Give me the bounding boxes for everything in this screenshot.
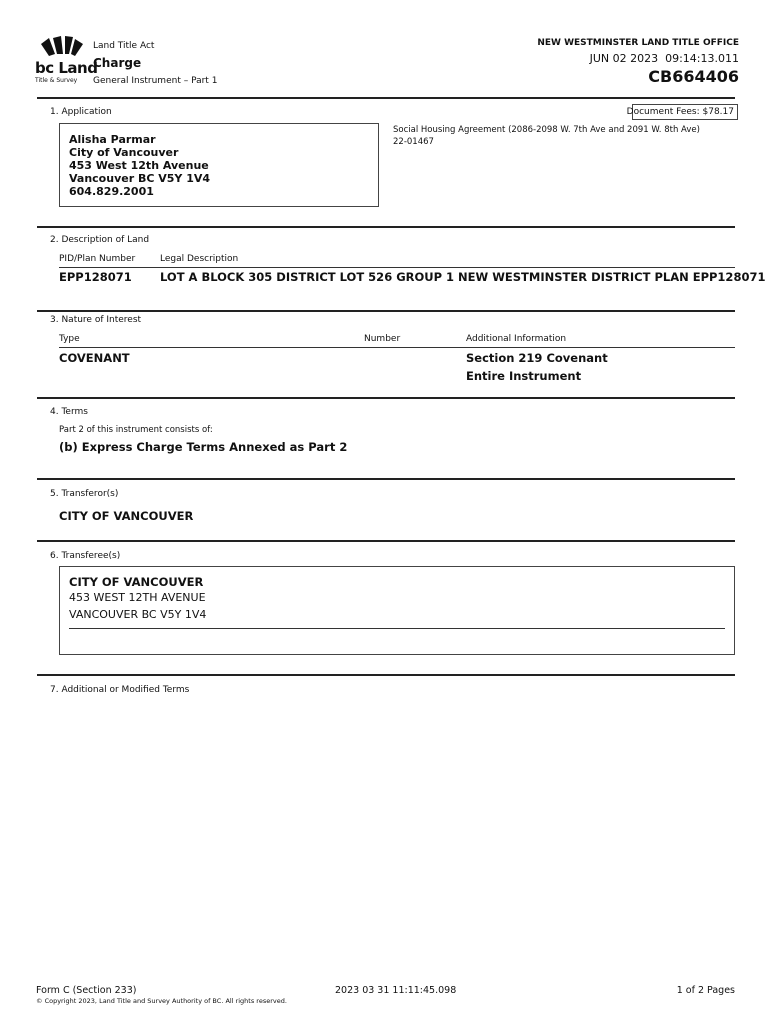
- info-column-header: Additional Information: [466, 334, 567, 344]
- pid-column-header: PID/Plan Number: [59, 254, 136, 264]
- applicant-box: [59, 123, 379, 207]
- interest-header-rule: [59, 347, 735, 348]
- header-rule: [37, 97, 735, 99]
- applicant-phone: 604.829.2001: [69, 185, 154, 198]
- interest-info-line2: Entire Instrument: [466, 369, 582, 383]
- section-application-label: 1. Application: [50, 107, 112, 117]
- logo-subtext: Title & Survey: [35, 77, 78, 84]
- transferee-separator: [69, 628, 725, 629]
- section-rule-2: [37, 226, 735, 228]
- section-interest-label: 3. Nature of Interest: [50, 315, 142, 325]
- footer-copyright: © Copyright 2023, Land Title and Survey Authority of BC. All rights reserved.: [36, 997, 287, 1005]
- section-rule-7: [37, 674, 735, 676]
- form-title: Charge: [93, 56, 142, 70]
- ltsa-logo: [35, 36, 98, 88]
- application-file-number: 22-01467: [393, 137, 434, 147]
- section-additional-terms-label: 7. Additional or Modified Terms: [50, 685, 190, 695]
- section-terms-label: 4. Terms: [50, 407, 88, 417]
- pid-value: EPP128071: [59, 270, 132, 284]
- type-column-header: Type: [59, 334, 80, 344]
- number-column-header: Number: [364, 334, 401, 344]
- legal-column-header: Legal Description: [160, 254, 239, 264]
- legal-description-value: LOT A BLOCK 305 DISTRICT LOT 526 GROUP 1 NEW WESTMINSTER DISTRICT PLAN EPP128071: [160, 270, 766, 284]
- footer-form-label: Form C (Section 233): [36, 985, 137, 996]
- instrument-label: General Instrument – Part 1: [93, 76, 218, 86]
- ltsa-logo-mark-icon: [39, 36, 87, 60]
- section-transferee-label: 6. Transferee(s): [50, 551, 121, 561]
- footer-timestamp: 2023 03 31 11:11:45.098: [335, 985, 457, 996]
- land-header-rule: [59, 267, 735, 268]
- applicant-organization: City of Vancouver: [69, 146, 179, 159]
- act-label: Land Title Act: [93, 41, 155, 51]
- transferee-name: CITY OF VANCOUVER: [69, 575, 204, 589]
- transferor-value: CITY OF VANCOUVER: [59, 509, 194, 523]
- applicant-city: Vancouver BC V5Y 1V4: [69, 172, 211, 185]
- section-rule-4: [37, 397, 735, 399]
- section-rule-3: [37, 310, 735, 312]
- office-name: NEW WESTMINSTER LAND TITLE OFFICE: [537, 38, 739, 48]
- logo-text: bc Land: [35, 59, 98, 77]
- transferee-address-line1: 453 WEST 12TH AVENUE: [69, 591, 206, 604]
- interest-info-line1: Section 219 Covenant: [466, 351, 608, 365]
- interest-type-value: COVENANT: [59, 351, 130, 365]
- section-transferor-label: 5. Transferor(s): [50, 489, 119, 499]
- terms-subtitle: Part 2 of this instrument consists of:: [59, 425, 213, 435]
- document-fees-text: Document Fees: $78.17: [626, 107, 734, 117]
- section-rule-6: [37, 540, 735, 542]
- transferee-box: [59, 566, 735, 655]
- applicant-street: 453 West 12th Avenue: [69, 159, 209, 172]
- footer-page-count: 1 of 2 Pages: [676, 985, 735, 996]
- document-number: CB664406: [648, 67, 739, 86]
- section-rule-5: [37, 478, 735, 480]
- applicant-name: Alisha Parmar: [69, 133, 156, 146]
- application-note: Social Housing Agreement (2086-2098 W. 7th Ave and 2091 W. 8th Ave): [393, 125, 700, 135]
- transferee-address-line2: VANCOUVER BC V5Y 1V4: [69, 608, 207, 621]
- document-fees: [626, 104, 738, 120]
- section-land-label: 2. Description of Land: [50, 235, 150, 245]
- terms-value: (b) Express Charge Terms Annexed as Part 2: [59, 440, 348, 454]
- registration-datetime: JUN 02 2023 09:14:13.011: [589, 52, 739, 65]
